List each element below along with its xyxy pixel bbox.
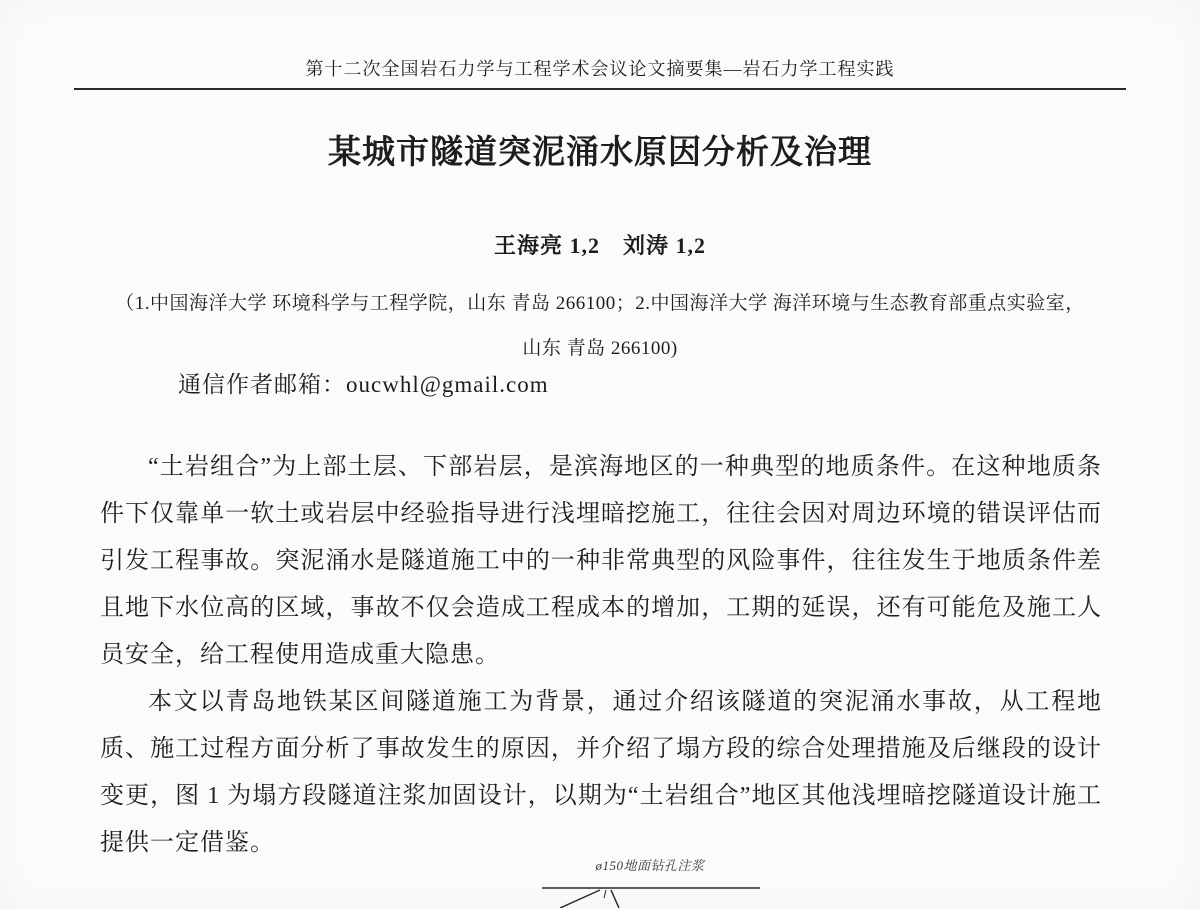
running-head: [0, 0, 1200, 81]
figure-sketch-lines: [520, 874, 780, 908]
header-rule: [74, 88, 1126, 90]
paragraph-1: “土岩组合”为上部土层、下部岩层，是滨海地区的一种典型的地质条件。在这种地质条件下仅靠单一软土或岩层中经验指导进行浅埋暗挖施工，往往会因对周边环境的错误评估而引发工程事故。突泥涌水是隧道施工中的一种非常典型的风险事件，往往发生于地质条件差且地下水位高的区域，事故不仅会造成工程成本的增加，工期的延误，还有可能危及施工人员安全，给工程使用造成重大隐患。: [100, 454, 1102, 668]
paper-title: 某城市隧道突泥涌水原因分析及治理: [328, 133, 872, 170]
abstract-body: [100, 444, 1102, 867]
authors-line: 王海亮 1,2 刘涛 1,2: [493, 233, 706, 258]
figure-callout-label: ø150地面钻孔注浆: [595, 858, 705, 873]
paragraph-2: 本文以青岛地铁某区间隧道施工为背景，通过介绍该隧道的突泥涌水事故，从工程地质、施工过程方面分析了事故发生的原因，并介绍了塌方段的综合处理措施及后继段的设计变更，图 1 为塌方段隧道注浆加固设计，以期为“土岩组合”地区其他浅埋暗挖隧道设计施工提供一定借鉴。: [100, 689, 1102, 856]
figure-fragment: [520, 858, 780, 908]
affiliation-line-2: 山东 青岛 266100): [522, 338, 678, 359]
affiliation-line-1: （1.中国海洋大学 环境科学与工程学院，山东 青岛 266100；2.中国海洋大学 海洋环境与生态教育部重点实验室，: [115, 293, 1085, 314]
running-head-text: 第十二次全国岩石力学与工程学术会议论文摘要集—岩石力学工程实践: [305, 59, 895, 79]
corresponding-email-line: 通信作者邮箱：oucwhl@gmail.com: [178, 372, 549, 397]
